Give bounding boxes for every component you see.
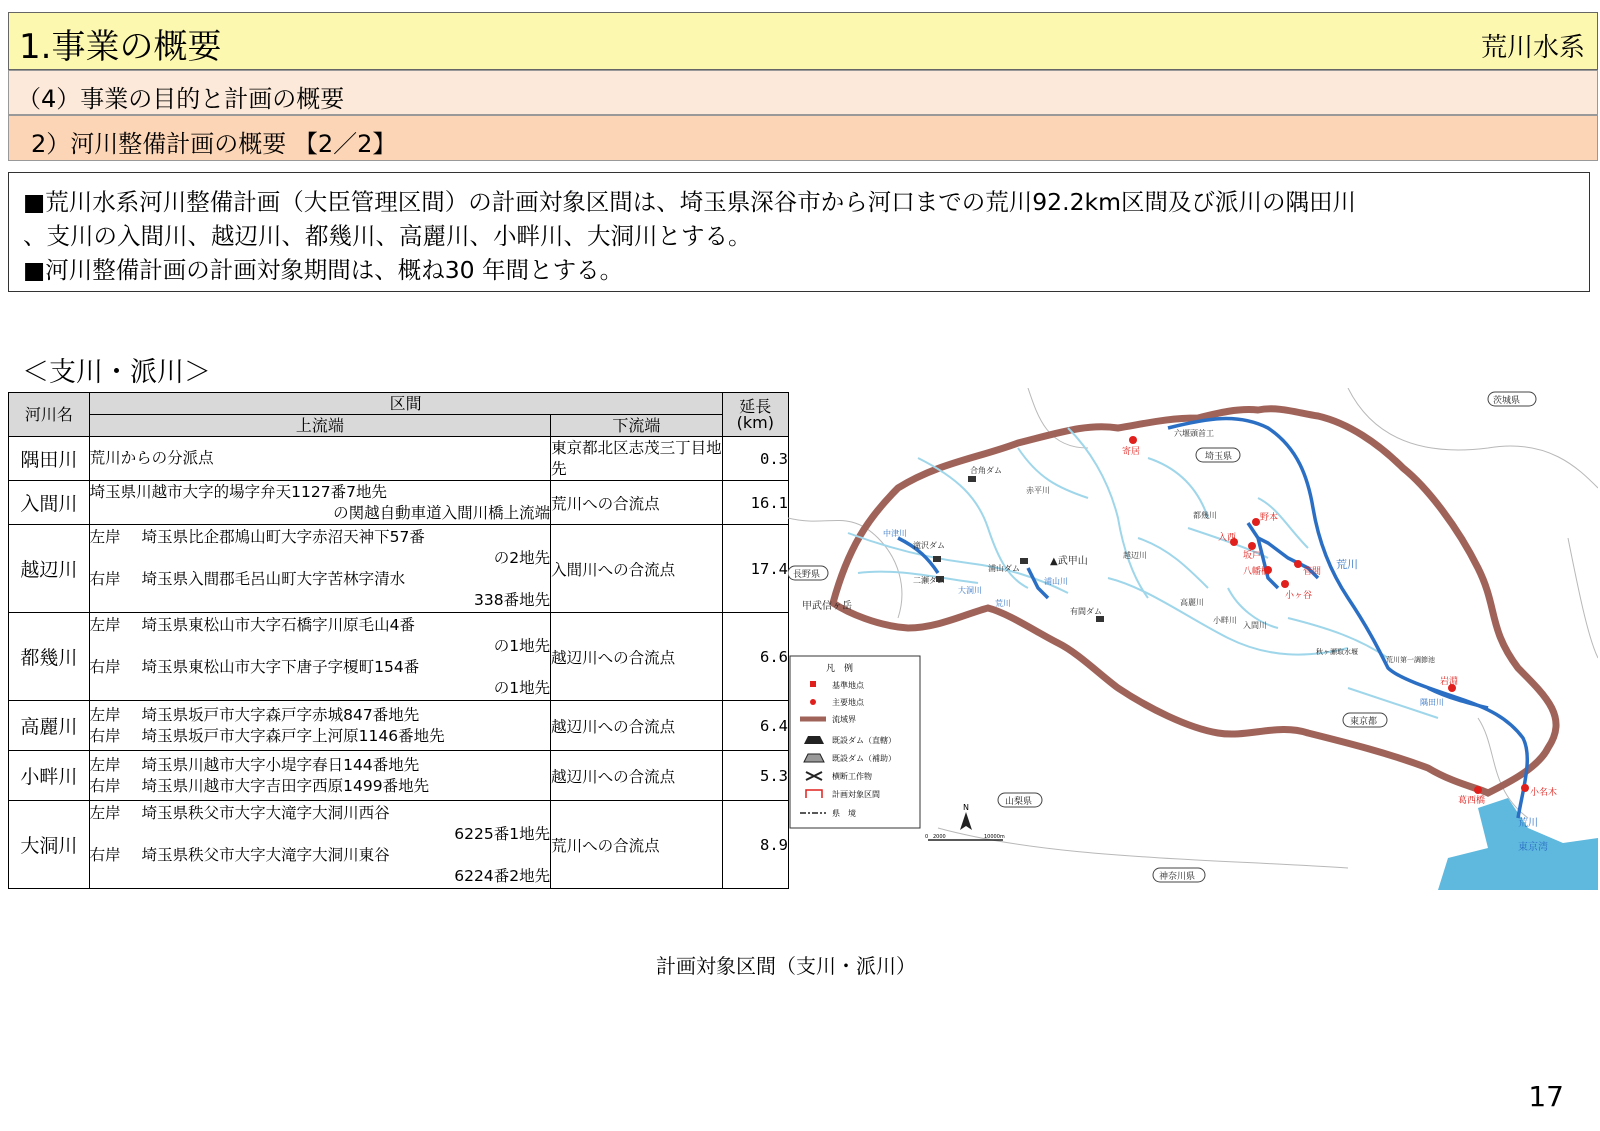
upstream-cell — [89, 751, 550, 801]
legend-item: 主要地点 — [832, 698, 864, 707]
header-section: 区間 — [89, 393, 722, 415]
label-tokyo: 東京都 — [1350, 717, 1378, 727]
table-row — [9, 525, 789, 613]
right-bank-label: 右岸 — [89, 657, 121, 676]
label-takizawa-dam: 滝沢ダム — [913, 541, 945, 550]
point-kasai — [1474, 786, 1482, 794]
upstream-text-cont: の2地先 — [493, 548, 551, 567]
left-bank-label: 左岸 — [89, 705, 121, 724]
upstream-cell — [89, 437, 550, 481]
label-kakumata-dam: 合角ダム — [970, 466, 1002, 475]
header-length-label: 延長 — [739, 396, 772, 416]
label-konagi: 小名木 — [1530, 788, 1558, 798]
summary-line-3: ■河川整備計画の計画対象期間は、概ね30 年間とする。 — [23, 256, 624, 284]
legend-dam-aux-icon — [804, 754, 824, 762]
label-kanagawa: 神奈川県 — [1159, 872, 1196, 882]
section-heading: ＜支川・派川＞ — [22, 357, 211, 388]
point-konagi — [1521, 784, 1529, 792]
table-row — [9, 613, 789, 701]
upstream-text: 埼玉県入間郡毛呂山町大字苦林字清水 — [141, 569, 406, 588]
scale-label-2: 10000m — [984, 834, 1005, 840]
region-label: 荒川水系 — [1480, 33, 1585, 63]
label-sumida-place: 隅田川 — [1420, 698, 1444, 707]
label-kabuse: 六堰頭首工 — [1174, 429, 1214, 438]
downstream-cell: 越辺川への合流点 — [551, 701, 723, 751]
map-caption: 計画対象区間（支川・派川） — [656, 954, 916, 978]
upstream-text: 埼玉県秩父市大字大滝字大洞川東谷 — [141, 845, 390, 864]
label-futase-dam: 二瀬ダム — [913, 576, 945, 585]
subtitle-2: 2）河川整備計画の概要 【2／2】 — [31, 130, 397, 158]
upstream-text: 荒川からの分派点 — [89, 449, 214, 467]
header-length-unit: (km) — [736, 412, 774, 432]
label-tokyo-bay: 東京湾 — [1518, 842, 1548, 853]
north-arrow — [960, 803, 972, 830]
river-basin-map — [788, 388, 1598, 890]
river-name: 越辺川 — [9, 525, 90, 613]
label-nagano: 長野県 — [793, 570, 821, 580]
label-akigase: 秋ヶ瀬取水堰 — [1316, 648, 1358, 656]
upstream-text: 埼玉県川越市大字吉田字西原1499番地先 — [141, 776, 430, 795]
header-downstream: 下流端 — [551, 415, 723, 437]
point-sugama — [1294, 560, 1302, 568]
point-sakado — [1248, 542, 1256, 550]
right-bank-label: 右岸 — [89, 845, 121, 864]
downstream-cell: 東京都北区志茂三丁目地先 — [551, 437, 723, 481]
scale-label-0: 0 — [925, 834, 929, 840]
label-kasai: 葛西橋 — [1458, 796, 1486, 806]
river-label-koma: 高麗川 — [1180, 598, 1204, 607]
upstream-cell — [89, 481, 550, 525]
length-cell: 0.3 — [722, 437, 788, 481]
upstream-text: 埼玉県坂戸市大字森戸字上河原1146番地先 — [141, 726, 445, 745]
upstream-text: 埼玉県比企郡鳩山町大字赤沼天神下57番 — [141, 527, 425, 546]
downstream-cell: 入間川への合流点 — [551, 525, 723, 613]
dam-kakumata-icon — [968, 476, 976, 482]
label-yorii: 寄居 — [1122, 447, 1141, 457]
label-saitama: 埼玉県 — [1205, 452, 1233, 462]
table-row — [9, 481, 789, 525]
river-label-ohora: 大洞川 — [958, 586, 982, 595]
upstream-text-cont: の関越自動車道入間川橋上流端 — [333, 503, 551, 522]
label-bukou: ▲武甲山 — [1050, 556, 1088, 567]
label-arima-dam: 有間ダム — [1070, 607, 1102, 616]
downstream-cell: 越辺川への合流点 — [551, 751, 723, 801]
upstream-cell — [89, 701, 550, 751]
left-bank-label: 左岸 — [89, 615, 121, 634]
summary-line-1: ■荒川水系河川整備計画（大臣管理区間）の計画対象区間は、埼玉県深谷市から河口までの荒川92.2km区間及び派川の隅田川 — [23, 188, 1357, 216]
river-label-nakatsu: 中津川 — [883, 529, 907, 538]
label-iruma-point: 入西 — [1218, 533, 1237, 543]
length-cell: 5.3 — [722, 751, 788, 801]
upstream-text-cont: 6224番2地先 — [454, 866, 551, 885]
upstream-text-cont: 6225番1地先 — [454, 824, 551, 843]
right-bank-label: 右岸 — [89, 569, 121, 588]
river-label-oppe: 越辺川 — [1123, 551, 1147, 560]
label-arakawa-mouth: 荒川 — [1518, 818, 1538, 829]
length-cell: 6.4 — [722, 701, 788, 751]
label-sakado: 坂戸 — [1243, 551, 1262, 561]
table-subheader-row — [9, 415, 789, 437]
river-label-arakawa: 荒川 — [1336, 558, 1358, 571]
point-ogaya — [1281, 580, 1289, 588]
subtitle-bar-2 — [8, 115, 1598, 161]
right-bank-label: 右岸 — [89, 726, 121, 745]
title-bar — [8, 12, 1598, 70]
river-label-urayama: 浦山川 — [1044, 577, 1068, 586]
river-name: 大洞川 — [9, 801, 90, 889]
upstream-text: 埼玉県東松山市大字石橋字川原毛山4番 — [141, 615, 416, 634]
label-hachiman: 八幡橋 — [1243, 567, 1271, 577]
label-ogaya: 小ヶ谷 — [1285, 591, 1313, 601]
legend-main-point-icon — [810, 699, 816, 705]
table-row — [9, 751, 789, 801]
river-name: 隅田川 — [9, 437, 90, 481]
river-label-iruma: 入間川 — [1243, 621, 1267, 630]
left-bank-label: 左岸 — [89, 755, 121, 774]
header-river-name: 河川名 — [9, 393, 90, 437]
subtitle-1: （4）事業の目的と計画の概要 — [17, 85, 345, 113]
downstream-cell: 越辺川への合流点 — [551, 613, 723, 701]
label-arakawa-first: 荒川第一調節池 — [1386, 656, 1435, 664]
table-row — [9, 701, 789, 751]
upstream-text-cont: 338番地先 — [474, 590, 551, 609]
label-sugama: 菅間 — [1303, 567, 1322, 577]
upstream-text-cont: の1地先 — [493, 636, 551, 655]
upstream-text-cont: の1地先 — [493, 678, 551, 697]
upstream-text: 埼玉県秩父市大字大滝字大洞川西谷 — [141, 803, 390, 822]
legend-item: 基準地点 — [832, 681, 864, 690]
legend-reference-point-icon — [810, 681, 816, 687]
upstream-text: 埼玉県坂戸市大字森戸字赤城847番地先 — [141, 705, 420, 724]
label-iwabuchi: 岩淵 — [1440, 677, 1459, 687]
table-header-row — [9, 393, 789, 415]
summary-box — [8, 172, 1590, 292]
legend-item: 流域界 — [832, 715, 856, 724]
river-name: 都幾川 — [9, 613, 90, 701]
header-length — [722, 393, 788, 437]
river-label-toki: 都幾川 — [1193, 511, 1217, 520]
subtitle-bar-1 — [8, 70, 1598, 115]
header-upstream: 上流端 — [89, 415, 550, 437]
legend-item: 計画対象区間 — [832, 790, 880, 799]
legend-title: 凡 例 — [826, 664, 854, 674]
length-cell: 6.6 — [722, 613, 788, 701]
point-yorii — [1129, 436, 1137, 444]
left-bank-label: 左岸 — [89, 527, 121, 546]
upstream-cell — [89, 525, 550, 613]
length-cell: 17.4 — [722, 525, 788, 613]
page-number: 17 — [1528, 1080, 1564, 1113]
label-nomoto: 野本 — [1260, 513, 1279, 523]
north-label: N — [963, 803, 969, 812]
label-yamanashi: 山梨県 — [1005, 797, 1033, 807]
branch-rivers-table — [8, 392, 789, 889]
downstream-cell: 荒川への合流点 — [551, 481, 723, 525]
upstream-text: 埼玉県東松山市大字下唐子字榎町154番 — [141, 657, 420, 676]
summary-line-2: 、支川の入間川、越辺川、都幾川、高麗川、小畔川、大洞川とする。 — [23, 222, 752, 250]
upstream-cell — [89, 801, 550, 889]
point-nomoto — [1252, 518, 1260, 526]
upstream-cell — [89, 613, 550, 701]
river-label-arakawa-up: 荒川 — [995, 599, 1011, 608]
river-label-akabira: 赤平川 — [1026, 486, 1050, 495]
river-label-kobuse: 小畔川 — [1213, 616, 1237, 625]
river-name: 入間川 — [9, 481, 90, 525]
legend-item: 既設ダム（直轄） — [832, 736, 896, 745]
legend-item: 横断工作物 — [832, 772, 872, 781]
dam-takizawa-icon — [933, 556, 941, 562]
river-name: 高麗川 — [9, 701, 90, 751]
label-kobushi: 甲武信ヶ岳 — [802, 601, 852, 612]
table-row — [9, 437, 789, 481]
left-bank-label: 左岸 — [89, 803, 121, 822]
downstream-cell: 荒川への合流点 — [551, 801, 723, 889]
dam-urayama-icon — [1020, 558, 1028, 564]
label-urayama-dam: 浦山ダム — [988, 564, 1020, 573]
right-bank-label: 右岸 — [89, 776, 121, 795]
page-title: 1.事業の概要 — [19, 27, 222, 67]
dam-arima-icon — [1096, 616, 1104, 622]
table-row — [9, 801, 789, 889]
dams — [933, 476, 1104, 622]
upstream-text: 埼玉県川越市大字小堤字春日144番地先 — [141, 755, 420, 774]
legend-item: 県 境 — [832, 809, 856, 818]
length-cell: 16.1 — [722, 481, 788, 525]
north-arrow-icon — [960, 812, 972, 830]
map-legend — [790, 656, 920, 828]
label-ibaraki: 茨城県 — [1493, 396, 1521, 406]
upstream-text: 埼玉県川越市大字的場字弁天1127番7地先 — [89, 482, 387, 501]
legend-item: 既設ダム（補助） — [832, 754, 896, 763]
length-cell: 8.9 — [722, 801, 788, 889]
river-name: 小畔川 — [9, 751, 90, 801]
scale-label-1: 2000 — [933, 834, 946, 840]
